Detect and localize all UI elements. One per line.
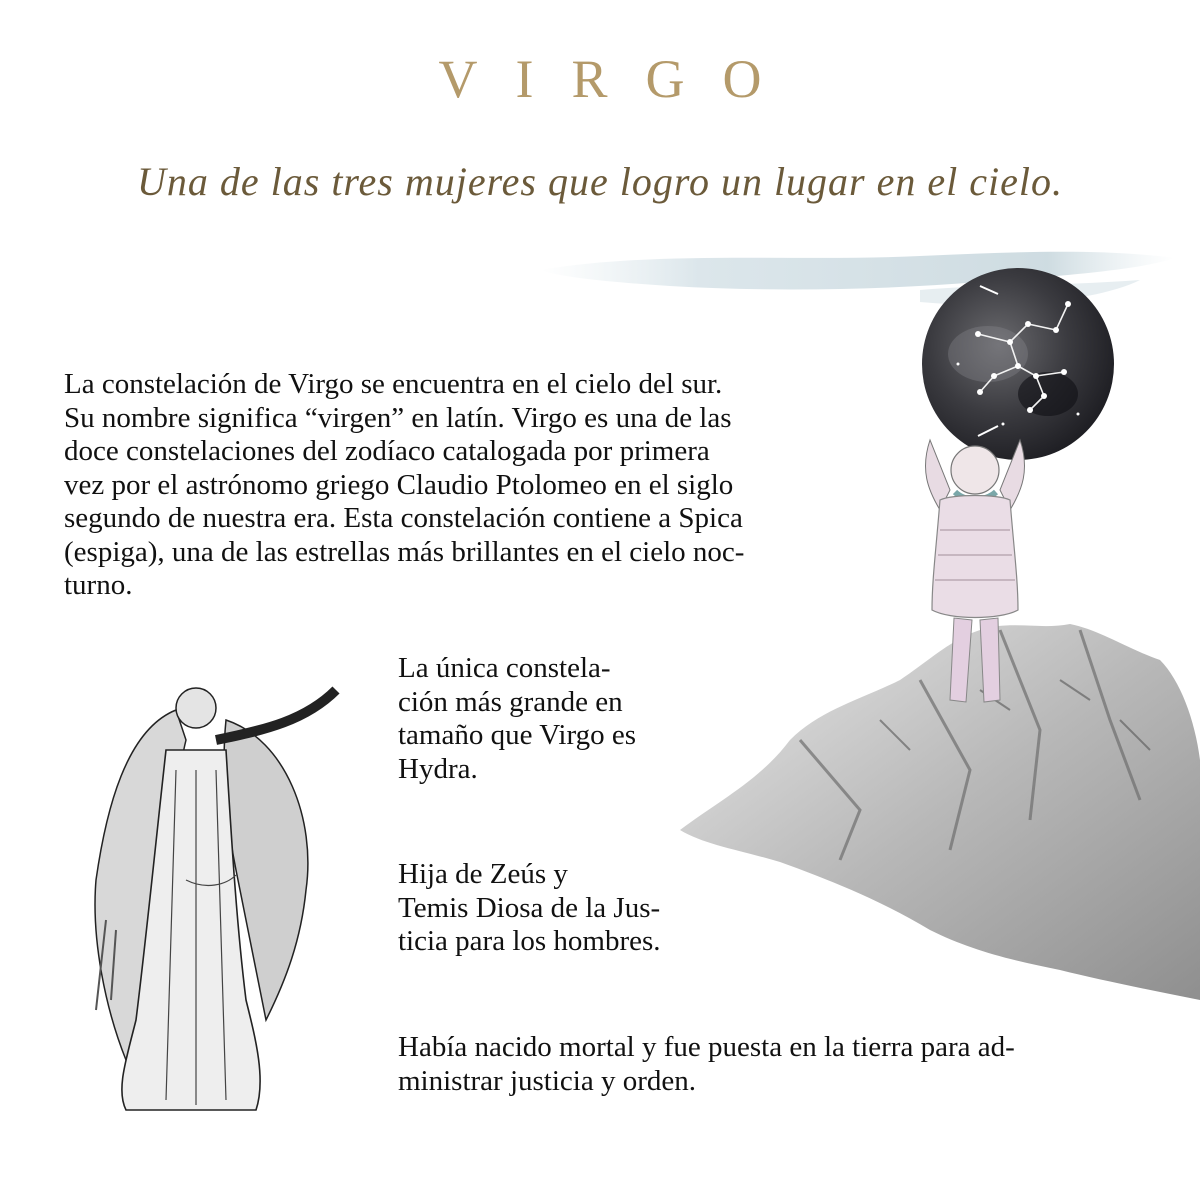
- fact-line: tamaño que Virgo es: [398, 719, 637, 751]
- fact-line: Temis Diosa de la Jus-: [398, 891, 661, 924]
- fact-mortal-justice: [398, 1031, 1015, 1098]
- intro-line: (espiga), una de las estrellas más brillantes en el cielo noc-: [64, 535, 745, 568]
- page-subtitle: Una de las tres mujeres que logro un lugar en el cielo.: [137, 159, 1063, 204]
- child-figure-illustration: [910, 410, 1040, 720]
- intro-line: vez por el astrónomo griego Claudio Ptolomeo en el siglo: [64, 468, 734, 501]
- fact-line: Había nacido mortal y fue puesta en la tierra para ad-: [398, 1031, 1015, 1063]
- fact-parents: [398, 858, 661, 959]
- intro-line: Su nombre significa “virgen” en latín. Virgo es una de las: [64, 401, 732, 434]
- fact-line: ción más grande en: [398, 685, 623, 718]
- fact-line: Hydra.: [398, 752, 478, 785]
- fact-line: ministrar justicia y orden.: [398, 1064, 696, 1097]
- fact-line: La única constela-: [398, 652, 611, 684]
- intro-paragraph: [64, 368, 744, 603]
- page-title: VIRGO: [438, 49, 800, 109]
- fact-hydra: [398, 652, 636, 786]
- intro-line: turno.: [64, 569, 133, 601]
- fact-line: ticia para los hombres.: [398, 925, 661, 957]
- intro-line: La constelación de Virgo se encuentra en el cielo del sur.: [64, 368, 723, 400]
- fact-line: Hija de Zeús y: [398, 858, 568, 890]
- intro-line: doce constelaciones del zodíaco catalogada por primera: [64, 435, 710, 467]
- intro-line: segundo de nuestra era. Esta constelación contiene a Spica: [64, 502, 743, 534]
- virgo-angel-engraving: [66, 680, 366, 1130]
